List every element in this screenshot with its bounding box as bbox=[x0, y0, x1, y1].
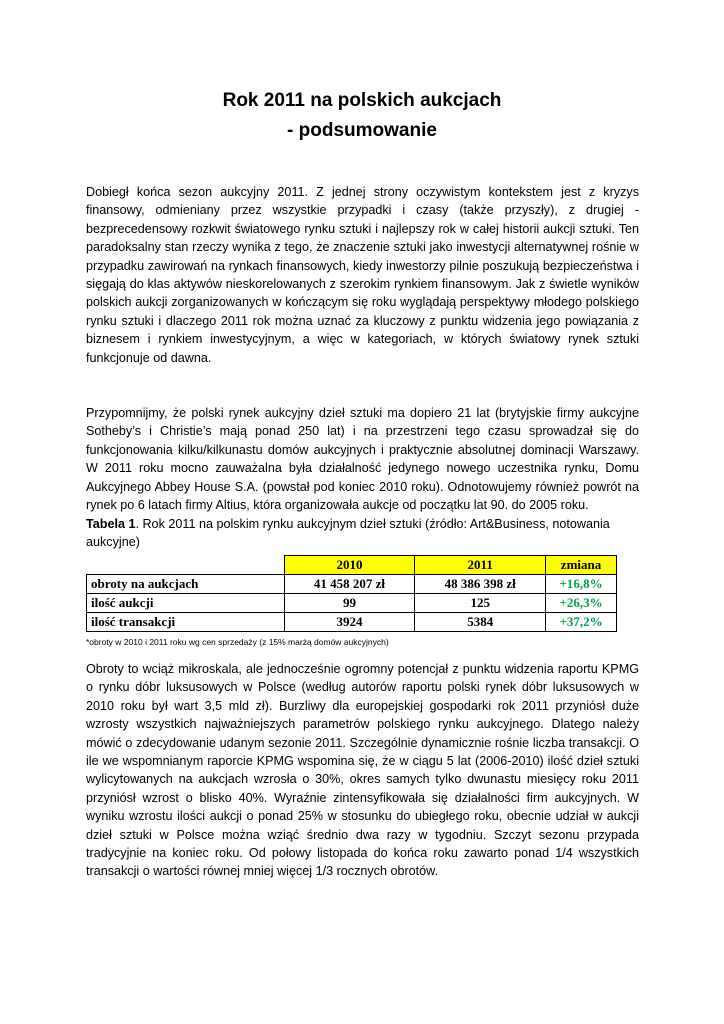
table-footnote: *obroty w 2010 i 2011 roku wg cen sprzedaży (z 15% marżą domów aukcyjnych) bbox=[86, 637, 389, 647]
cell-change: +16,8% bbox=[546, 575, 617, 594]
table-caption-label: Tabela 1 bbox=[86, 517, 136, 531]
row-label: obroty na aukcjach bbox=[87, 575, 285, 594]
auction-stats-table bbox=[86, 555, 617, 632]
table-caption bbox=[86, 515, 639, 552]
table-row bbox=[87, 613, 617, 632]
cell-2010: 99 bbox=[284, 594, 415, 613]
document-title-line2: - podsumowanie bbox=[287, 120, 437, 141]
table-header-row bbox=[87, 556, 617, 575]
row-label: ilość transakcji bbox=[87, 613, 285, 632]
paragraph-history: Przypomnijmy, że polski rynek aukcyjny dzieł sztuki ma dopiero 21 lat (brytyjskie firmy aukcyjne Sotheby’s i Christie’s mają ponad 250 lat) i na przestrzeni tego czasu sprowadzał się do funkcjonowania kilku/kilkunastu domów aukcyjnych i praktycznie absolutnej dominacji Warszawy. W 2011 roku mocno zauważalna była działalność jedynego nowego uczestnika rynku, Domu Aukcyjnego Abbey House S.A. (powstał pod koniec 2010 roku). Odnotowujemy również powrót na rynek po 6 latach firmy Altius, która organizowała aukcje od początku lat 90. do 2005 roku. bbox=[86, 406, 639, 513]
document-title-line1: Rok 2011 na polskich aukcjach bbox=[222, 90, 502, 111]
cell-change: +37,2% bbox=[546, 613, 617, 632]
table-caption-text: . Rok 2011 na polskim rynku aukcyjnym dzieł sztuki (źródło: Art&Business, notowania aukcyjne) bbox=[86, 517, 610, 550]
table-row bbox=[87, 594, 617, 613]
cell-2011: 48 386 398 zł bbox=[415, 575, 546, 594]
column-header-2011: 2011 bbox=[415, 556, 546, 575]
column-header-change: zmiana bbox=[546, 556, 617, 575]
cell-2010: 3924 bbox=[284, 613, 415, 632]
row-label: ilość aukcji bbox=[87, 594, 285, 613]
cell-2011: 5384 bbox=[415, 613, 546, 632]
cell-2011: 125 bbox=[415, 594, 546, 613]
paragraph-analysis: Obroty to wciąż mikroskala, ale jednocześnie ogromny potencjał z punktu widzenia raportu KPMG o rynku dóbr luksusowych w Polsce (według autorów raportu polski rynek dóbr luksusowych w 2010 roku był wart 3,5 mld zł). Burzliwy dla europejskiej gospodarki rok 2011 przyniósł duże wzrosty wszystkich najważniejszych parametrów polskiego rynku aukcyjnego. Dlatego należy mówić o zdecydowanie udanym sezonie 2011. Szczególnie dynamicznie rośnie liczba transakcji. O ile we wspomnianym raporcie KPMG wspomina się, że w ciągu 5 lat (2006-2010) ilość dzieł sztuki wylicytowanych na aukcjach wzrosła o 30%, okres samych tylko dwunastu miesięcy roku 2011 przyniósł wzrost o blisko 40%. Wyraźnie zintensyfikowała się działalności firm aukcyjnych. W wyniku wzrostu ilości aukcji o ponad 25% w stosunku do ubiegłego roku, obecnie udział w aukcji dzieł sztuki w Polsce można wziąć średnio dwa razy w tygodniu. Szczyt sezonu przypada tradycyjnie na koniec roku. Od połowy listopada do końca roku zawarto ponad 1/4 wszystkich transakcji o wartości równej mniej więcej 1/3 rocznych obrotów. bbox=[86, 662, 639, 879]
column-header-2010: 2010 bbox=[284, 556, 415, 575]
table-corner-cell bbox=[87, 556, 285, 575]
cell-change: +26,3% bbox=[546, 594, 617, 613]
paragraph-intro: Dobiegł końca sezon aukcyjny 2011. Z jednej strony oczywistym kontekstem jest z kryzys finansowy, odmieniany przez wszystkie przypadki i czasy (także przyszły), z drugiej - bezprecedensowy rozkwit światowego rynku sztuki i najlepszy rok w całej historii aukcji sztuki. Ten paradoksalny stan rzeczy wynika z tego, że znaczenie sztuki jako inwestycji alternatywnej rośnie w przypadku zawirowań na rynkach finansowych, kiedy inwestorzy pilnie poszukują bezpieczeństwa i sięgają do klas aktywów nieskorelowanych z szerokim rynkiem finansowym. Jak z świetle wyników polskich aukcji zorganizowanych w kończącym się roku wyglądają perspektywy młodego polskiego rynku sztuki i dlaczego 2011 rok można uznać za kluczowy z punktu widzenia jego powiązania z biznesem i rynkiem inwestycyjnym, a więc w kategoriach, w których światowy rynek sztuki funkcjonuje od dawna. bbox=[86, 185, 639, 365]
cell-2010: 41 458 207 zł bbox=[284, 575, 415, 594]
table-row bbox=[87, 575, 617, 594]
